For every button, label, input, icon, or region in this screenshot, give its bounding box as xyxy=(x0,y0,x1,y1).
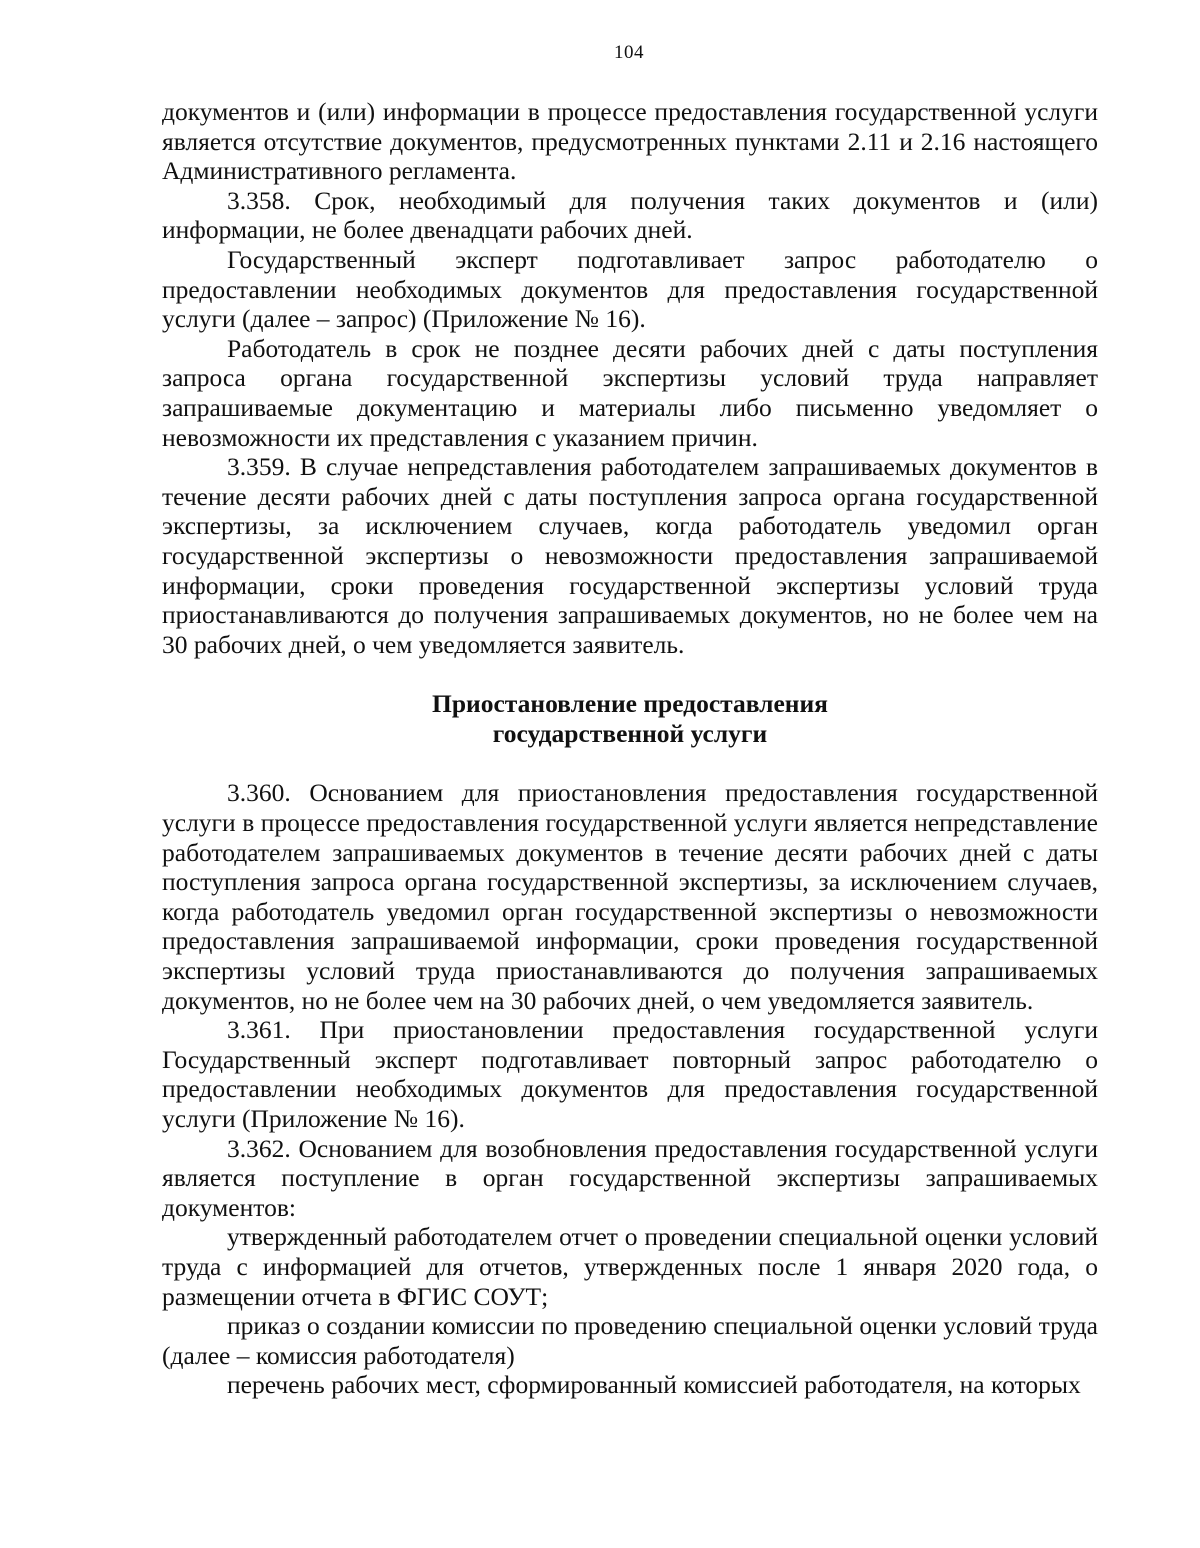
list-item-workplaces: перечень рабочих мест, сформированный комиссией работодателя, на которых xyxy=(227,1370,1081,1400)
document-body xyxy=(162,97,1098,1400)
paragraph-3-359: 3.359. В случае непредставления работодателем запрашиваемых документов в течение десяти рабочих дней с даты поступления запроса органа государственной экспертизы, за исключением случаев, когда работодатель уведомил орган государственной экспертизы о невозможности предоставления запрашиваемой информации, сроки проведения государственной экспертизы условий труда приостанавливаются до получения запрашиваемых документов, но не более чем на 30 рабочих дней, о чем уведомляется заявитель. xyxy=(162,452,1098,659)
paragraph-3-360: 3.360. Основанием для приостановления предоставления государственной услуги в процессе предоставления государственной услуги является непредставление работодателем запрашиваемых документов в течение десяти рабочих дней с даты поступления запроса органа государственной экспертизы, за исключением случаев, когда работодатель уведомил орган государственной экспертизы о невозможности предоставления запрашиваемой информации, сроки проведения государственной экспертизы условий труда приостанавливаются до получения запрашиваемых документов, но не более чем на 30 рабочих дней, о чем уведомляется заявитель. xyxy=(162,778,1098,1015)
paragraph-employer-response: Работодатель в срок не позднее десяти рабочих дней с даты поступления запроса органа государственной экспертизы условий труда направляет запрашиваемые документацию и материалы либо письменно уведомляет о невозможности их представления с указанием причин. xyxy=(162,333,1098,452)
page-number: 104 xyxy=(614,42,644,63)
list-item-order: приказ о создании комиссии по проведению специальной оценки условий труда (далее – комиссия работодателя) xyxy=(162,1311,1098,1370)
paragraph-3-362: 3.362. Основанием для возобновления предоставления государственной услуги является поступление в орган государственной экспертизы запрашиваемых документов: xyxy=(162,1133,1098,1222)
list-item-report: утвержденный работодателем отчет о проведении специальной оценки условий труда с информацией для отчетов, утвержденных после 1 января 2020 года, о размещении отчета в ФГИС СОУТ; xyxy=(162,1222,1098,1311)
paragraph-3-358: 3.358. Срок, необходимый для получения таких документов и (или) информации, не более двенадцати рабочих дней. xyxy=(162,185,1098,245)
section-heading-line-2: государственной услуги xyxy=(492,718,768,748)
section-heading-line-1: Приостановление предоставления xyxy=(432,689,828,719)
paragraph-expert-request: Государственный эксперт подготавливает запрос работодателю о предоставлении необходимых документов для предоставления государственной услуги (далее – запрос) (Приложение № 16). xyxy=(162,244,1098,334)
paragraph-continuation: документов и (или) информации в процессе предоставления государственной услуги является отсутствие документов, предусмотренных пунктами 2.11 и 2.16 настоящего Административного регламента. xyxy=(162,97,1098,186)
paragraph-3-361: 3.361. При приостановлении предоставления государственной услуги Государственный эксперт подготавливает повторный запрос работодателю о предоставлении необходимых документов для предоставления государственной услуги (Приложение № 16). xyxy=(162,1015,1098,1133)
section-heading xyxy=(162,689,1098,748)
